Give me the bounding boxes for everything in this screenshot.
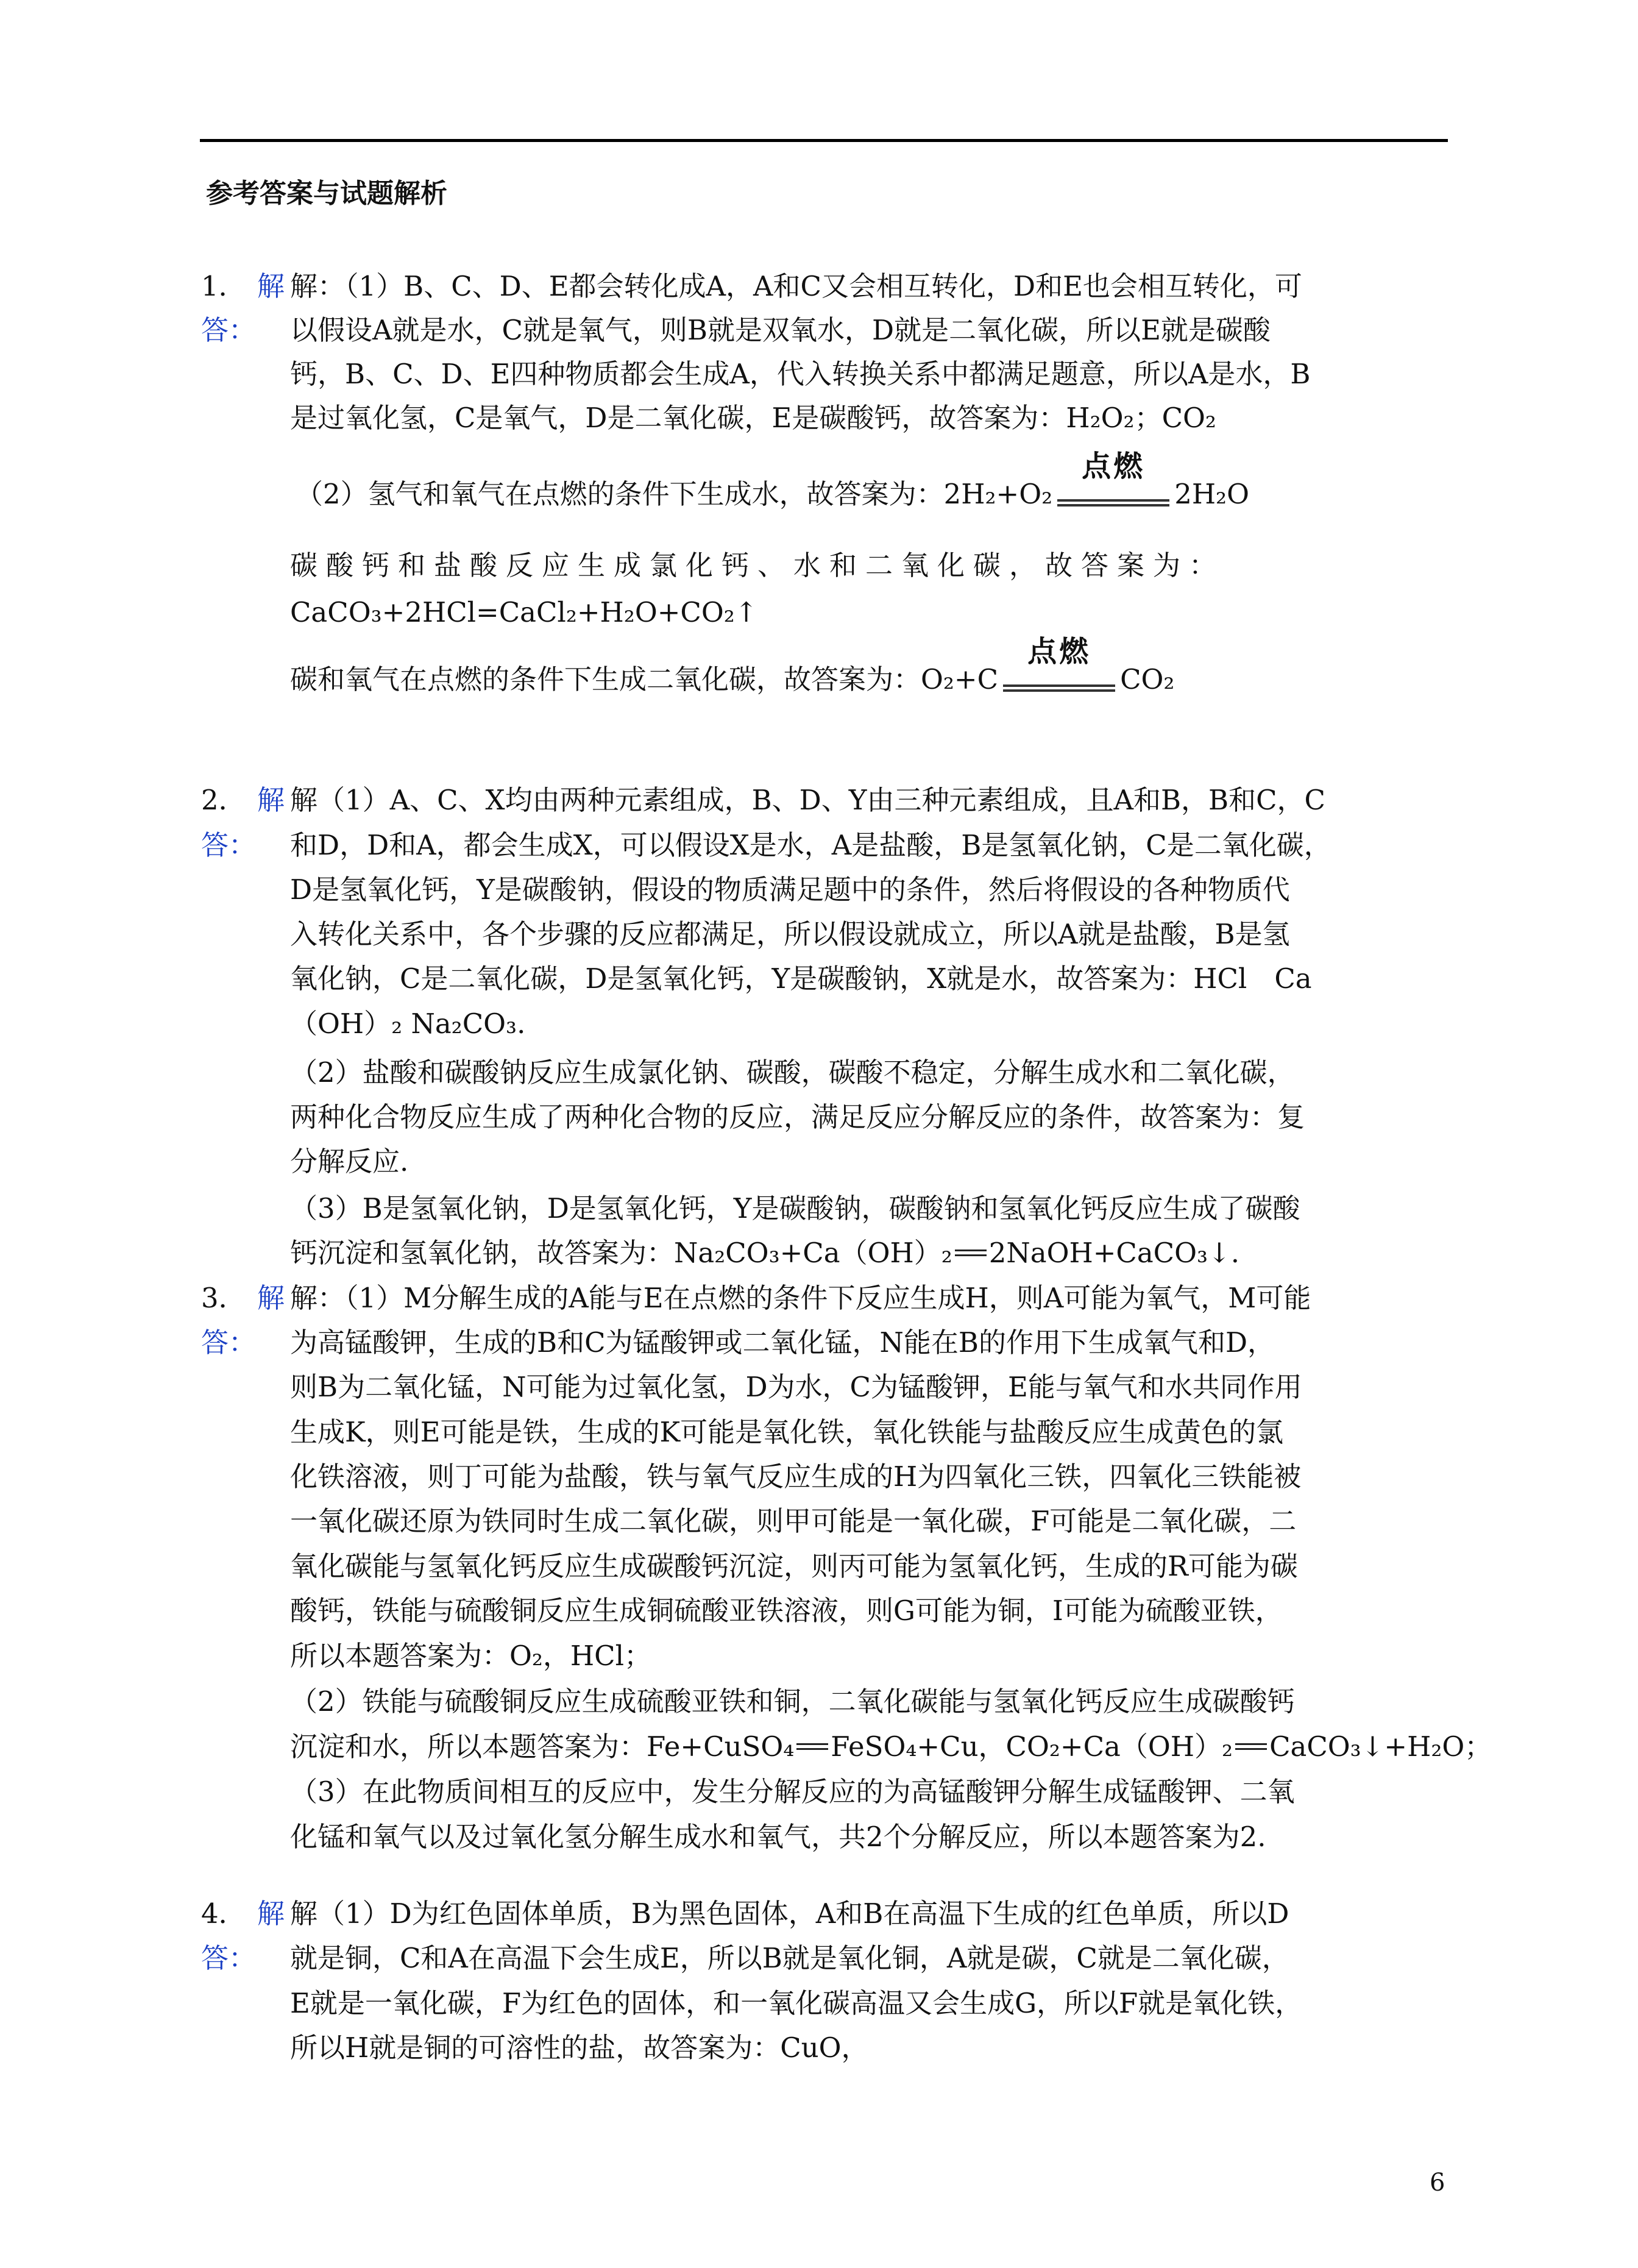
- text-line: 解（1）A、C、X均由两种元素组成，B、D、Y由三种元素组成，且A和B，B和C，C: [290, 784, 1325, 816]
- text-line: 以假设A就是水，C就是氧气，则B就是双氧水，D就是二氧化碳，所以E就是碳酸: [290, 314, 1271, 346]
- page-title: 参考答案与试题解析: [206, 178, 447, 209]
- equation-line: （2）氢气和氧气在点燃的条件下生成水，故答案为：2H₂+O₂ 点燃 2H₂O: [296, 476, 1453, 513]
- header-rule: [200, 139, 1448, 142]
- page-number: 6: [1430, 2169, 1445, 2197]
- equation-line: 钙沉淀和氢氧化钠，故答案为：Na₂CO₃+Ca（OH）₂ 2NaOH+CaCO₃↓.: [290, 1235, 1448, 1271]
- text-line: 解：（1）B、C、D、E都会转化成A，A和C又会相互转化，D和E也会相互转化，可: [290, 270, 1302, 302]
- equation-line: 沉淀和水，所以本题答案为：Fe+CuSO₄ FeSO₄+Cu，CO₂+Ca（OH）₂ CaCO₃↓+H₂O；: [290, 1729, 1448, 1765]
- equation-line: CaCO₃+2HCl=CaCl₂+H₂O+CO₂↑: [290, 596, 758, 628]
- question-number: 3．: [201, 1282, 246, 1314]
- text-line: 就是铜，C和A在高温下会生成E，所以B就是氧化铜，A就是碳，C就是二氧化碳，: [290, 1942, 1289, 1974]
- answer-label-da: 答：: [201, 314, 257, 346]
- equals-sign: [952, 1235, 989, 1271]
- text-line: （3）在此物质间相互的反应中，发生分解反应的为高锰酸钾分解生成锰酸钾、二氧: [290, 1776, 1295, 1808]
- text-line: 一氧化碳还原为铁同时生成二氧化碳，则甲可能是一氧化碳，F可能是二氧化碳，二: [290, 1505, 1297, 1537]
- text-line: 和D，D和A，都会生成X，可以假设X是水，A是盐酸，B是氢氧化钠，C是二氧化碳，: [290, 829, 1331, 861]
- answer-label-jie: 解: [257, 1897, 285, 1930]
- text-line: （2）铁能与硫酸铜反应生成硫酸亚铁和铜，二氧化碳能与氢氧化钙反应生成碳酸钙: [290, 1685, 1295, 1718]
- answer-label-da: 答：: [201, 829, 257, 861]
- reaction-condition: 点燃: [1052, 476, 1174, 513]
- text-line: 两种化合物反应生成了两种化合物的反应，满足反应分解反应的条件，故答案为：复: [290, 1101, 1305, 1133]
- answer-label-da: 答：: [201, 1326, 257, 1359]
- text-line: 解：（1）M分解生成的A能与E在点燃的条件下反应生成H，则A可能为氧气，M可能: [290, 1282, 1311, 1314]
- text-line: 酸钙，铁能与硫酸铜反应生成铜硫酸亚铁溶液，则G可能为铜，I可能为硫酸亚铁，: [290, 1594, 1283, 1627]
- text-line: （OH）₂ Na₂CO₃.: [290, 1008, 526, 1040]
- text-line: E就是一氧化碳，F为红色的固体，和一氧化碳高温又会生成G，所以F就是氧化铁，: [290, 1987, 1303, 2019]
- answer-label-jie: 解: [257, 784, 285, 816]
- equals-sign: [794, 1729, 831, 1765]
- answer-label-jie: 解: [257, 270, 285, 302]
- question-number: 1．: [201, 270, 246, 302]
- text-line: 为高锰酸钾，生成的B和C为锰酸钾或二氧化锰，N能在B的作用下生成氧气和D，: [290, 1326, 1275, 1359]
- question-number: 2．: [201, 784, 246, 816]
- text-line: 是过氧化氢，C是氧气，D是二氧化碳，E是碳酸钙，故答案为：H₂O₂；CO₂: [290, 402, 1216, 434]
- text-line: D是氢氧化钙，Y是碳酸钠，假设的物质满足题中的条件，然后将假设的各种物质代: [290, 873, 1290, 906]
- equals-sign: [1233, 1729, 1269, 1765]
- text-line: 氧化钠，C是二氧化碳，D是氢氧化钙，Y是碳酸钠，X就是水，故答案为：HCl Ca: [290, 962, 1312, 995]
- text-line: 则B为二氧化锰，N可能为过氧化氢，D为水，C为锰酸钾，E能与氧气和水共同作用: [290, 1371, 1302, 1403]
- text-line: 化锰和氧气以及过氧化氢分解生成水和氧气，共2个分解反应，所以本题答案为2.: [290, 1821, 1266, 1853]
- text-line: 解（1）D为红色固体单质，B为黑色固体，A和B在高温下生成的红色单质，所以D: [290, 1897, 1289, 1930]
- text-line: 氧化碳能与氢氧化钙反应生成碳酸钙沉淀，则丙可能为氢氧化钙，生成的R可能为碳: [290, 1550, 1298, 1582]
- text-line: 化铁溶液，则丁可能为盐酸，铁与氧气反应生成的H为四氧化三铁，四氧化三铁能被: [290, 1460, 1302, 1493]
- answer-label-jie: 解: [257, 1282, 285, 1314]
- text-line: （2）盐酸和碳酸钠反应生成氯化钠、碳酸，碳酸不稳定，分解生成水和二氧化碳，: [290, 1056, 1295, 1089]
- reaction-condition: 点燃: [998, 661, 1120, 698]
- text-line: 所以H就是铜的可溶性的盐，故答案为：CuO，: [290, 2032, 869, 2064]
- text-line: 生成K，则E可能是铁，生成的K可能是氧化铁，氧化铁能与盐酸反应生成黄色的氯: [290, 1416, 1284, 1448]
- text-line: 钙，B、C、D、E四种物质都会生成A，代入转换关系中都满足题意，所以A是水，B: [290, 358, 1311, 390]
- text-line: 分解反应.: [290, 1145, 409, 1178]
- text-line: 入转化关系中，各个步骤的反应都满足，所以假设就成立，所以A就是盐酸，B是氢: [290, 918, 1290, 950]
- answer-label-da: 答：: [201, 1942, 257, 1974]
- question-number: 4．: [201, 1897, 246, 1930]
- text-line: 碳酸钙和盐酸反应生成氯化钙、水和二氧化碳，故答案为：: [290, 549, 1225, 581]
- text-line: 所以本题答案为：O₂，HCl；: [290, 1640, 651, 1672]
- equation-line: 碳和氧气在点燃的条件下生成二氧化碳，故答案为：O₂+C 点燃 CO₂: [290, 661, 1448, 698]
- text-line: （3）B是氢氧化钠，D是氢氧化钙，Y是碳酸钠，碳酸钠和氢氧化钙反应生成了碳酸: [290, 1192, 1300, 1225]
